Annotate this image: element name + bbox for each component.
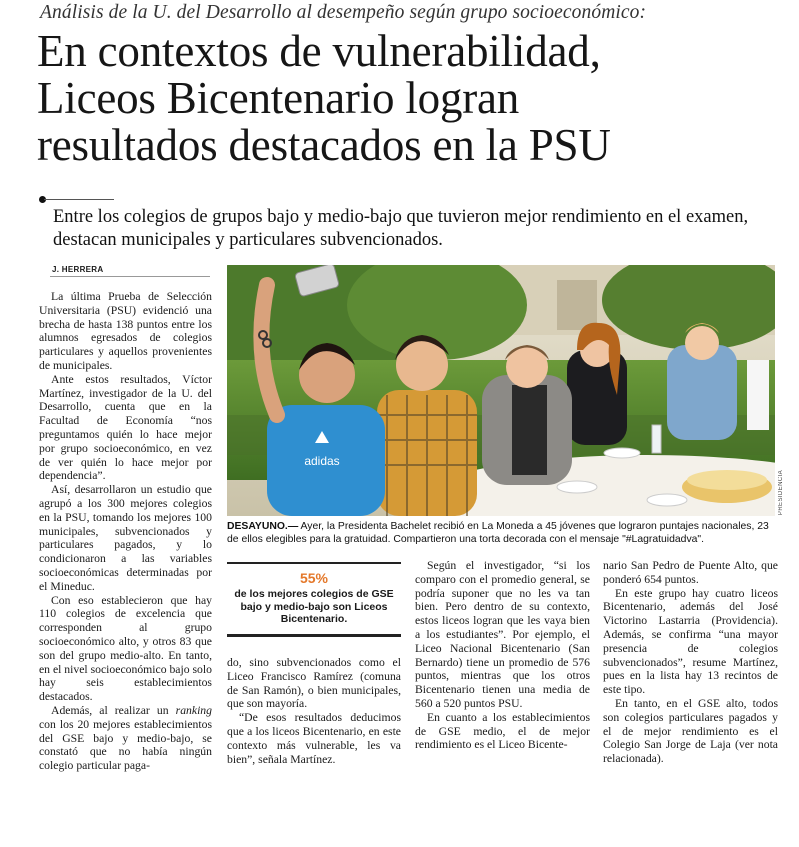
headline bbox=[37, 28, 787, 169]
photo-illustration bbox=[227, 265, 775, 516]
kicker: Análisis de la U. del Desarrollo al desempeño según grupo socioeconómico: bbox=[40, 2, 647, 23]
paragraph: do, sino subvencionados como el Liceo Francisco Ramírez (comuna de San Ramón), o bien municipales, que son mayoría. bbox=[227, 656, 401, 711]
shirt-text: adidas bbox=[304, 454, 340, 468]
headline-line-2: Liceos Bicentenario logran bbox=[37, 73, 520, 123]
paragraph: “De esos resultados deducimos que a los liceos Bicentenario, en este contexto más vulnerable, les va bien”, señala Martínez. bbox=[227, 711, 401, 766]
paragraph: Así, desarrollaron un estudio que agrupó a los 300 mejores colegios en la PSU, tomando los mejores 100 municipales, subvencionados y particulares pagados, y lo condicionaron a las variables socioeconómicas determinadas por el Mineduc. bbox=[39, 483, 212, 593]
callout-rule-bottom bbox=[227, 634, 401, 637]
caption-lead: DESAYUNO.— bbox=[227, 521, 299, 532]
body-column-1 bbox=[39, 290, 212, 773]
photo-credit: PRESIDENCIA bbox=[778, 470, 784, 516]
paragraph: Ante estos resultados, Víctor Martínez, investigador de la U. del Desarrollo, cuenta que en la Facultad de Economía “nos preguntamos quién lo hace mejor por grupo socioeconómico, en vez de ver quién lo hace mejor por dependencia”. bbox=[39, 372, 212, 483]
paragraph: En tanto, en el GSE alto, todos son colegios particulares pagados y el de mejor rendimiento es el Colegio San Jorge de Laja (ver nota relacionada). bbox=[603, 696, 778, 766]
callout-number: 55% bbox=[299, 570, 329, 586]
emphasis: ranking bbox=[175, 703, 212, 717]
byline: J. HERRERA bbox=[52, 265, 104, 274]
caption-text: Ayer, la Presidenta Bachelet recibió en La Moneda a 45 jóvenes que lograron puntajes nacionales, 23 de ellos elegibles para la gratuidad. Compartieron una torta decorada con el mensaje "#Lagratuidadva". bbox=[227, 521, 769, 545]
text-run: con los 20 mejores establecimientos del GSE bajo y medio-bajo, se constató que no había ningún colegio particular paga- bbox=[39, 717, 212, 773]
paragraph: En este grupo hay cuatro liceos Bicentenario, además del José Victorino Lastarria (Providencia). Además, se confirma “una mayor presencia de colegios subvencionados”, resume Martínez, pues en la lista hay 13 recintos de este tipo. bbox=[603, 586, 778, 697]
paragraph: Con eso establecieron que hay 110 colegios de excelencia que corresponden al grupo socioeconómico alto, y otros 83 que son del grupo medio-alto. En tanto, en el nivel socioeconómico bajo solo hay seis establecimientos destacados. bbox=[39, 593, 212, 704]
callout-text: de los mejores colegios de GSE bajo y medio-bajo son Liceos Bicentenario. bbox=[234, 588, 394, 626]
paragraph bbox=[39, 704, 212, 773]
photo-caption bbox=[227, 521, 779, 546]
photo bbox=[227, 265, 775, 516]
headline-rule bbox=[44, 199, 114, 200]
headline-line-3: resultados destacados en la PSU bbox=[37, 120, 611, 170]
headline-line-1: En contextos de vulnerabilidad, bbox=[37, 26, 601, 76]
paragraph: Según el investigador, “si los comparo con el promedio general, se podría suponer que no les va tan bien. Pero dentro de su contexto, estos liceos logran que les vaya bien a los estudiantes”. Por ejemplo, el Liceo Nacional Bicentenario (San Bernardo) tiene un promedio de 576 puntos, mientras que los otros Bicentenario tienen una media de 560 a 520 puntos PSU. bbox=[415, 559, 590, 710]
paragraph: nario San Pedro de Puente Alto, que ponderó 654 puntos. bbox=[603, 559, 778, 586]
paragraph: En cuanto a los establecimientos de GSE medio, el de mejor rendimiento es el Liceo Bicente- bbox=[415, 710, 590, 752]
body-column-3 bbox=[415, 559, 590, 752]
body-column-2 bbox=[227, 656, 401, 766]
byline-rule bbox=[50, 276, 210, 277]
paragraph: La última Prueba de Selección Universitaria (PSU) evidenció una brecha de hasta 138 puntos entre los alumnos egresados de colegios particulares y aquellos provenientes de municipales. bbox=[39, 290, 212, 372]
body-column-4 bbox=[603, 559, 778, 766]
callout-rule-top bbox=[227, 562, 401, 564]
subhead: Entre los colegios de grupos bajo y medio-bajo que tuvieron mejor rendimiento en el examen, destacan municipales y particulares subvencionados. bbox=[53, 207, 749, 250]
text-run: Además, al realizar un bbox=[51, 703, 176, 717]
